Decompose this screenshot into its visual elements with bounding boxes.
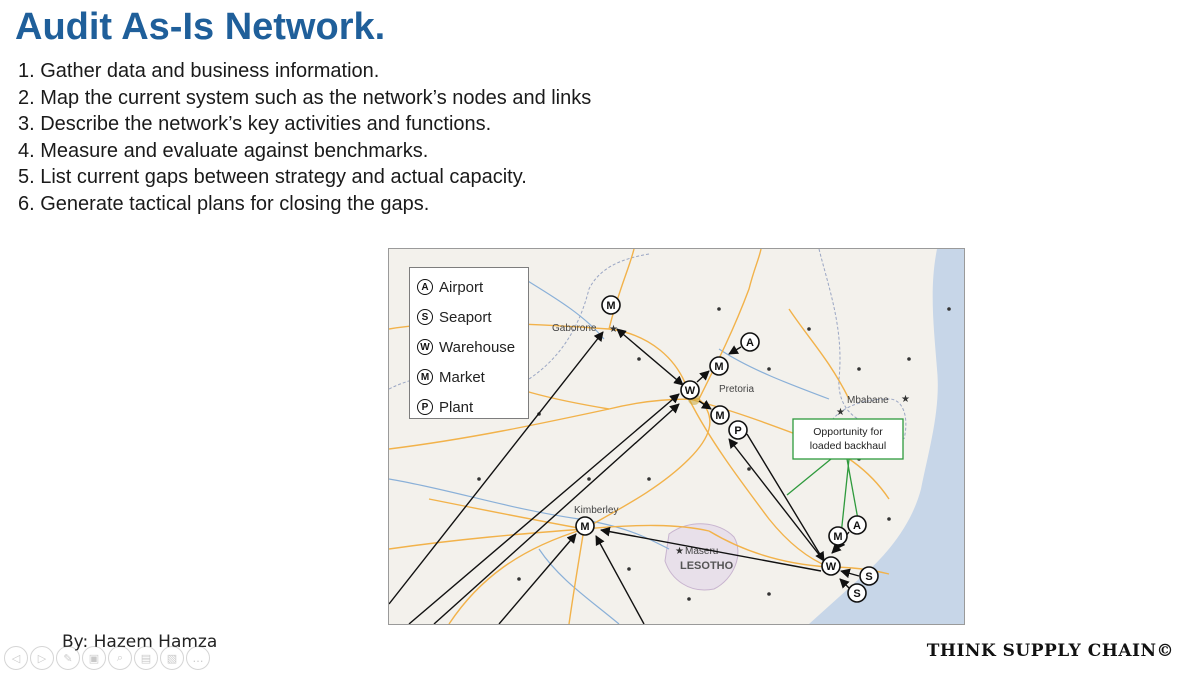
svg-text:★: ★ (836, 407, 845, 418)
svg-text:W: W (684, 385, 696, 397)
svg-text:W: W (825, 561, 837, 573)
place-maseru: Maseru (685, 546, 719, 557)
node-seaport-2 (848, 584, 866, 602)
svg-text:M: M (606, 300, 616, 312)
steps-list (18, 58, 591, 217)
plant-icon: P (417, 399, 433, 415)
legend-label: Plant (439, 398, 474, 416)
market-icon: M (417, 369, 433, 385)
network-map (388, 248, 965, 625)
slideshow-nav-bar (4, 646, 210, 670)
camera-icon[interactable]: ▧ (160, 646, 184, 670)
slide-title: Audit As-Is Network. (15, 6, 386, 48)
seaport-icon: S (417, 309, 433, 325)
zoom-icon[interactable]: ⌕ (108, 646, 132, 670)
legend-item-seaport (417, 305, 492, 329)
node-market-kimberley (576, 517, 594, 535)
legend-label: Market (439, 368, 485, 386)
svg-text:★: ★ (675, 546, 684, 557)
step-item: 4. Measure and evaluate against benchmarks. (18, 139, 429, 162)
step-item: 6. Generate tactical plans for closing the gaps. (18, 192, 430, 215)
step-item: 3. Describe the network’s key activities and functions. (18, 113, 492, 135)
node-market-north (710, 357, 728, 375)
callout-line-1: Opportunity for (813, 426, 883, 438)
legend-item-market (417, 365, 485, 389)
place-gaborone: Gaborone (552, 323, 597, 334)
place-lesotho: LESOTHO (680, 560, 734, 572)
svg-text:A: A (853, 520, 861, 532)
node-seaport-1 (860, 567, 878, 585)
node-airport-durban (848, 516, 866, 534)
legend-item-plant (417, 395, 473, 419)
svg-text:★: ★ (609, 324, 618, 335)
pen-icon[interactable]: ✎ (56, 646, 80, 670)
node-airport-north (741, 333, 759, 351)
step-item: 1. Gather data and business information. (18, 60, 380, 82)
legend-label: Airport (439, 278, 484, 296)
brand-mark: THINK SUPPLY CHAIN© (926, 641, 1174, 661)
place-pretoria: Pretoria (719, 384, 755, 395)
legend-item-warehouse (417, 335, 515, 359)
legend-label: Warehouse (439, 338, 516, 356)
node-plant-pretoria (729, 421, 747, 439)
svg-text:M: M (715, 410, 725, 422)
svg-text:S: S (853, 588, 861, 600)
svg-text:M: M (714, 361, 724, 373)
next-slide-icon[interactable]: ▷ (30, 646, 54, 670)
svg-text:★: ★ (901, 394, 910, 405)
place-kimberley: Kimberley (574, 505, 619, 516)
previous-slide-icon[interactable]: ◁ (4, 646, 28, 670)
warehouse-icon: W (417, 339, 433, 355)
node-market-gaborone (602, 296, 620, 314)
author-credit: By: Hazem Hamza (62, 632, 218, 652)
node-market-durban (829, 527, 847, 545)
node-market-pretoria (711, 406, 729, 424)
step-item: 5. List current gaps between strategy and actual capacity. (18, 166, 527, 188)
step-item: 2. Map the current system such as the network’s nodes and links (18, 86, 592, 109)
more-options-icon[interactable]: … (186, 646, 210, 670)
node-warehouse-pretoria (681, 381, 699, 399)
callout-line-2: loaded backhaul (809, 440, 887, 452)
svg-text:S: S (865, 571, 873, 583)
svg-text:M: M (580, 521, 590, 533)
svg-text:A: A (746, 337, 754, 349)
svg-text:P: P (734, 425, 742, 437)
subtitles-icon[interactable]: ▤ (134, 646, 158, 670)
svg-text:M: M (833, 531, 843, 543)
airport-icon: A (417, 279, 433, 295)
place-mbabane: Mbabane (847, 395, 889, 406)
legend-label: Seaport (439, 308, 492, 326)
legend-item-airport (417, 275, 483, 299)
node-warehouse-durban (822, 557, 840, 575)
slides-grid-icon[interactable]: ▣ (82, 646, 106, 670)
map-legend (409, 267, 529, 419)
